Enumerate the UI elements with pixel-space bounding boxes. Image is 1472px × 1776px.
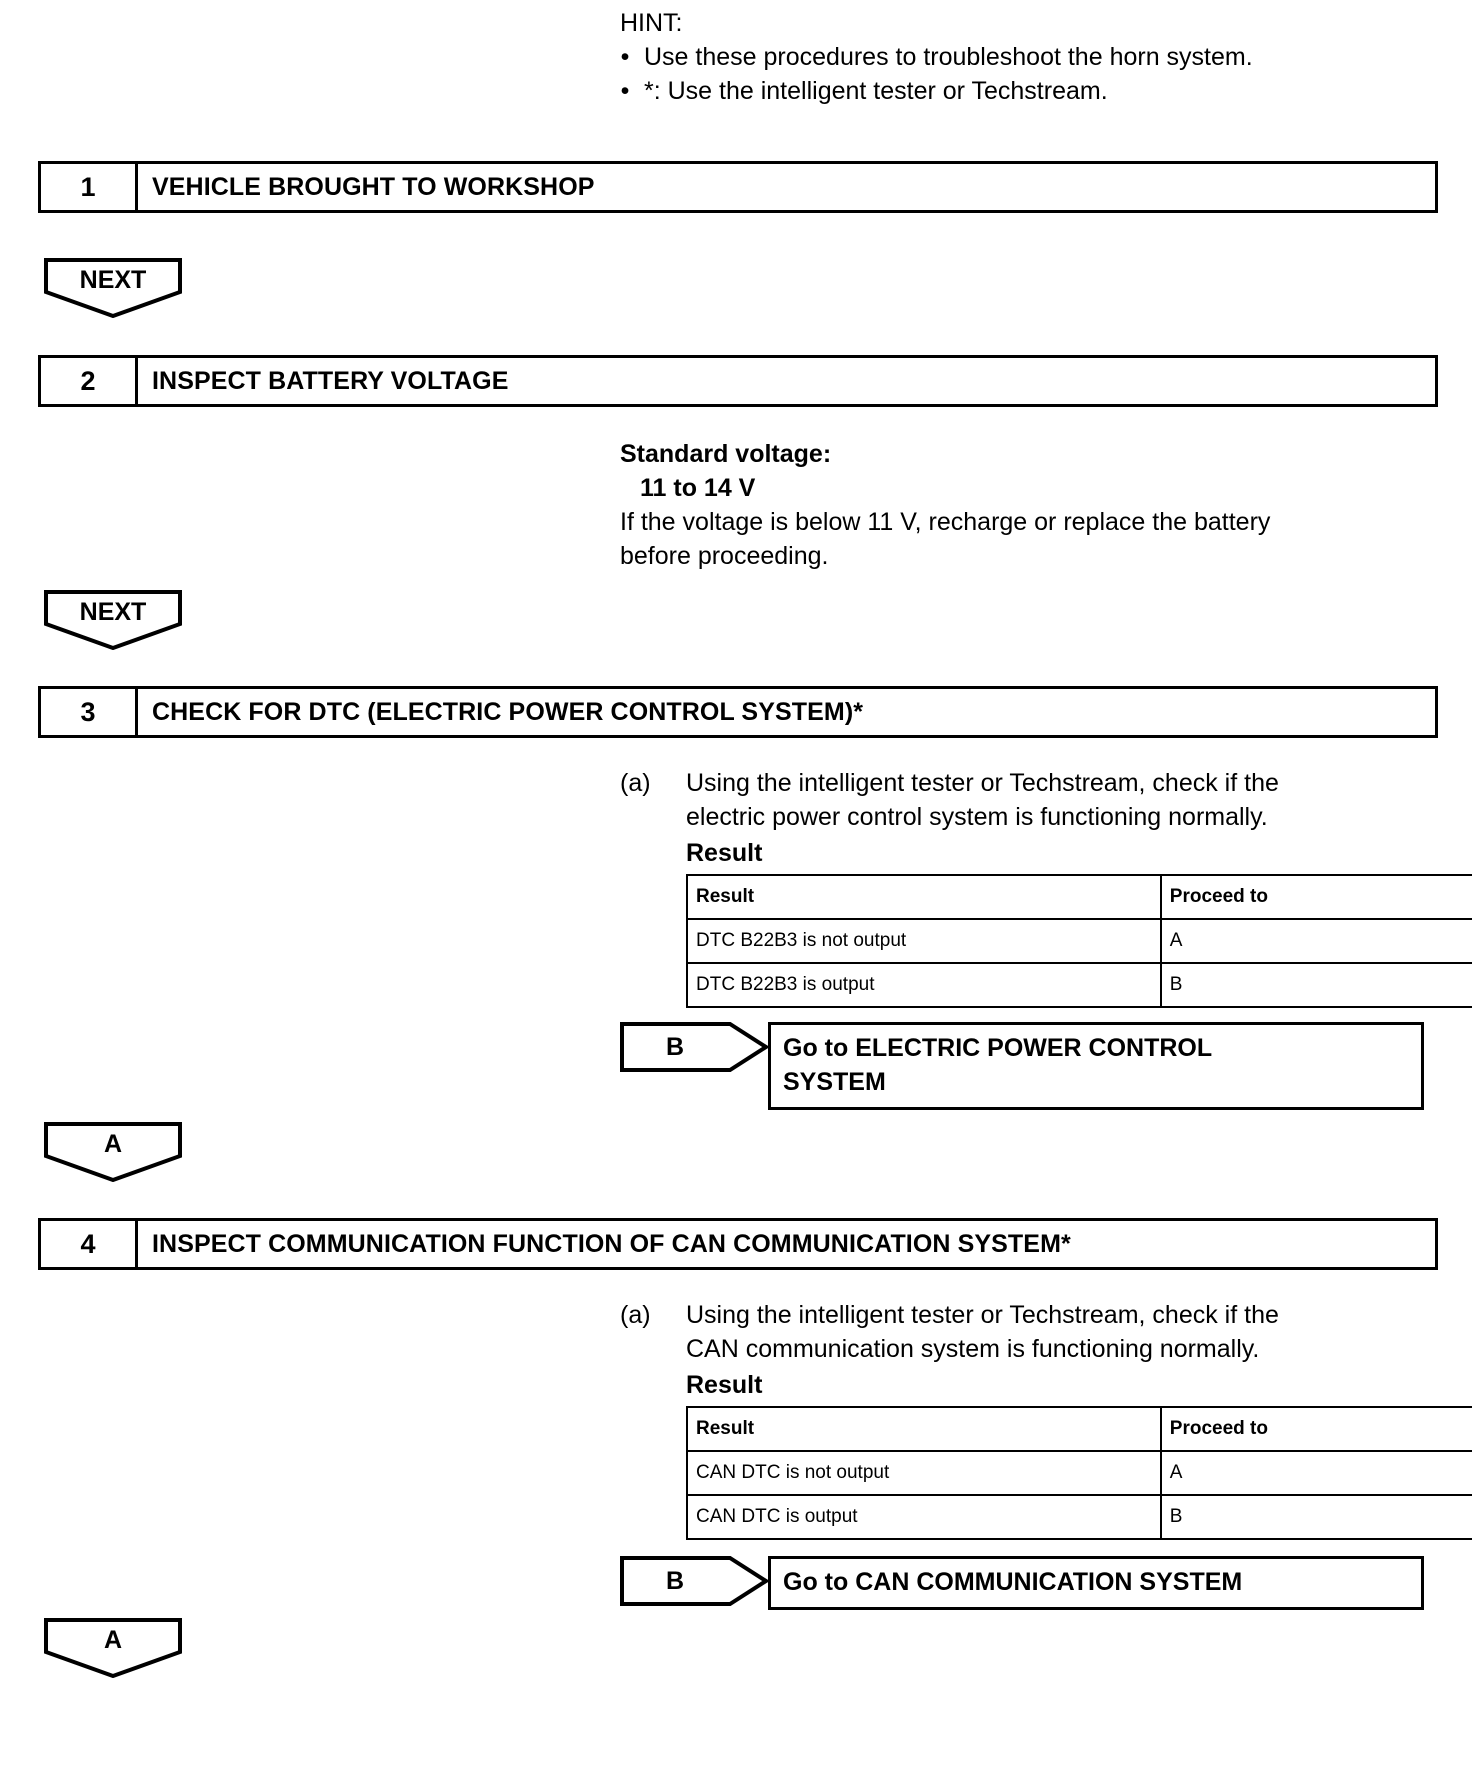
bullet-icon: • [620, 77, 630, 105]
step-2 [38, 355, 1438, 407]
branch-arrow-a-1 [44, 1122, 182, 1174]
hint-title: HINT: [620, 9, 683, 37]
step-number: 4 [38, 1218, 138, 1270]
branch-tag-label: A [103, 1129, 123, 1158]
branch-tag-b [620, 1556, 768, 1606]
result-heading: Result [686, 839, 763, 867]
step-4-procedure [620, 1298, 1450, 1366]
branch-tag-label: B [665, 1032, 685, 1061]
table-header-row [687, 875, 1472, 919]
table-header-row [687, 1407, 1472, 1451]
bullet-icon: • [620, 43, 630, 71]
step-title: CHECK FOR DTC (ELECTRIC POWER CONTROL SYSTEM)* [138, 686, 1438, 738]
next-label: NEXT [79, 597, 147, 626]
standard-voltage-value: 11 to 14 V [640, 474, 756, 502]
cell-result: CAN DTC is output [687, 1495, 1161, 1539]
hint-item-text: *: Use the intelligent tester or Techstream. [644, 77, 1108, 105]
cell-proceed-to: B [1161, 963, 1472, 1007]
goto-box[interactable] [768, 1022, 1424, 1110]
column-header-result: Result [687, 875, 1161, 919]
procedure-text-line-2: electric power control system is functioning normally. [686, 803, 1268, 831]
step-title: INSPECT BATTERY VOLTAGE [138, 355, 1438, 407]
goto-text-line-1: Go to ELECTRIC POWER CONTROL [783, 1034, 1213, 1062]
table-row [687, 919, 1472, 963]
result-heading: Result [686, 1371, 763, 1399]
result-table-step-3 [686, 874, 1472, 1008]
procedure-text [686, 1298, 1450, 1366]
procedure-text-line-1: Using the intelligent tester or Techstream, check if the [686, 769, 1279, 797]
step-3-procedure [620, 766, 1450, 834]
hint-block [620, 6, 1420, 108]
branch-tag-label: A [103, 1625, 123, 1654]
procedure-text [686, 766, 1450, 834]
table-row [687, 1451, 1472, 1495]
step-2-note-line-1: If the voltage is below 11 V, recharge or replace the battery [620, 508, 1271, 536]
cell-proceed-to: B [1161, 1495, 1472, 1539]
cell-result: CAN DTC is not output [687, 1451, 1161, 1495]
goto-text-line-1: Go to CAN COMMUNICATION SYSTEM [783, 1568, 1243, 1596]
table-row [687, 963, 1472, 1007]
step-4 [38, 1218, 1438, 1270]
step-number: 2 [38, 355, 138, 407]
next-arrow-1 [44, 258, 182, 310]
step-number: 3 [38, 686, 138, 738]
table-row [687, 1495, 1472, 1539]
procedure-marker: (a) [620, 769, 651, 797]
step-2-note-line-2: before proceeding. [620, 542, 829, 570]
branch-arrow-a-2 [44, 1618, 182, 1670]
branch-tag-label: B [665, 1566, 685, 1595]
cell-proceed-to: A [1161, 919, 1472, 963]
step-title: INSPECT COMMUNICATION FUNCTION OF CAN COMMUNICATION SYSTEM* [138, 1218, 1438, 1270]
procedure-marker: (a) [620, 1301, 651, 1329]
goto-row-can-communication [620, 1556, 1424, 1610]
step-4-body [620, 1298, 1450, 1540]
step-number: 1 [38, 161, 138, 213]
step-3-body [620, 766, 1450, 1008]
next-arrow-2 [44, 590, 182, 642]
step-3 [38, 686, 1438, 738]
standard-voltage-label: Standard voltage: [620, 440, 832, 468]
result-table-step-4 [686, 1406, 1472, 1540]
goto-box[interactable] [768, 1556, 1424, 1610]
hint-item [620, 40, 1420, 74]
cell-proceed-to: A [1161, 1451, 1472, 1495]
column-header-proceed-to: Proceed to [1161, 1407, 1472, 1451]
cell-result: DTC B22B3 is not output [687, 919, 1161, 963]
hint-item [620, 74, 1420, 108]
branch-tag-b [620, 1022, 768, 1072]
step-title: VEHICLE BROUGHT TO WORKSHOP [138, 161, 1438, 213]
procedure-text-line-2: CAN communication system is functioning normally. [686, 1335, 1260, 1363]
column-header-proceed-to: Proceed to [1161, 875, 1472, 919]
step-2-body [620, 437, 1420, 573]
step-1 [38, 161, 1438, 213]
column-header-result: Result [687, 1407, 1161, 1451]
hint-list [620, 40, 1420, 108]
goto-text-line-2: SYSTEM [783, 1068, 886, 1096]
next-label: NEXT [79, 265, 147, 294]
procedure-text-line-1: Using the intelligent tester or Techstream, check if the [686, 1301, 1279, 1329]
goto-row-electric-power-control [620, 1022, 1424, 1110]
cell-result: DTC B22B3 is output [687, 963, 1161, 1007]
hint-item-text: Use these procedures to troubleshoot the horn system. [644, 43, 1253, 71]
